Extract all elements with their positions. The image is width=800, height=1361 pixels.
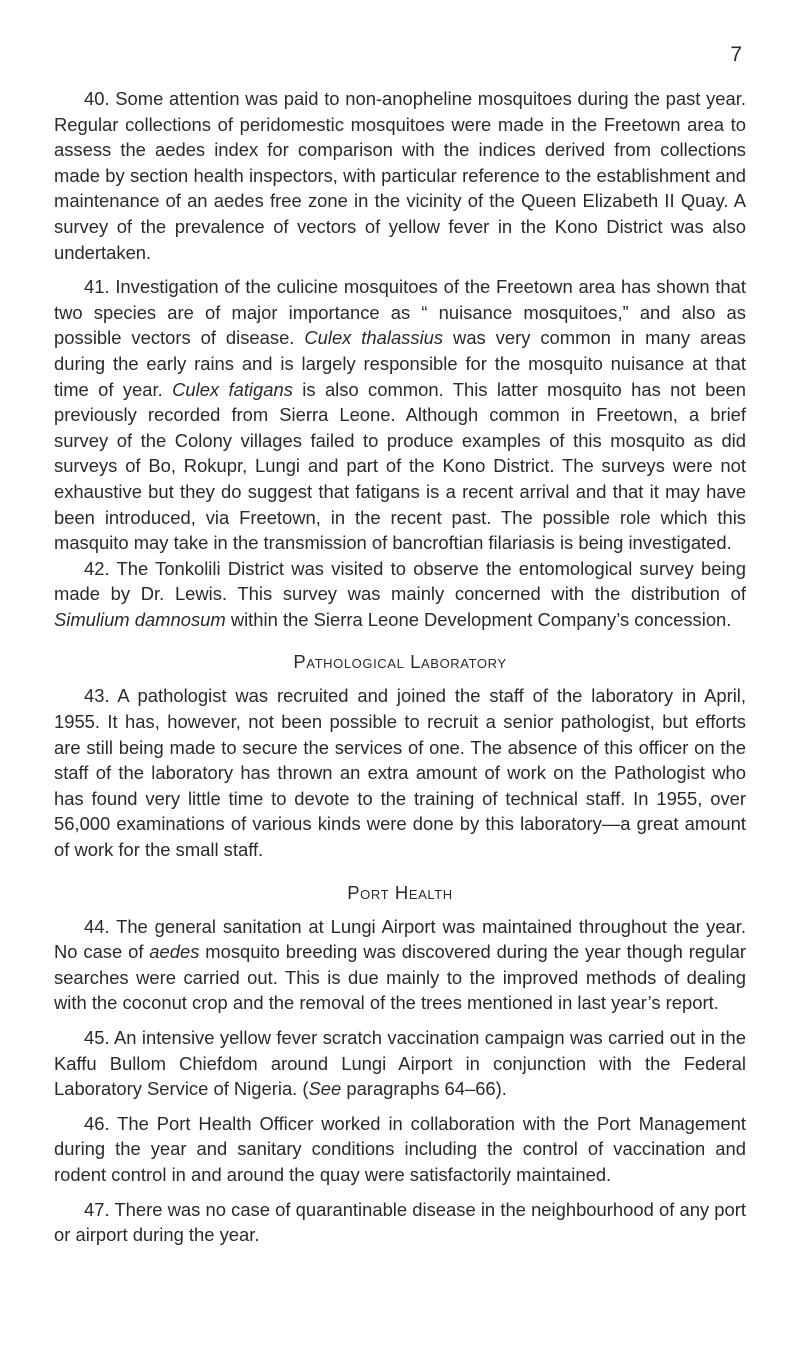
paragraph-45-text-a: 45. An intensive yellow fever scratch vaccination campaign was carried out in the Kaffu Bullom Chiefdom around Lungi Airport in conjunction with the Federal Laboratory Service of Nigeria. (: [54, 1027, 746, 1100]
paragraph-42-text-a: 42. The Tonkolili District was visited to observe the entomological survey being made by Dr. Lewis. This survey was mainly concerned with the distribution of: [54, 557, 746, 605]
species-simulium-damnosum: Simulium damnosum: [54, 608, 226, 630]
paragraph-40: 40. Some attention was paid to non-anopheline mosquitoes during the past year. Regular collections of peridomestic mosquitoes were made in the Freetown area to assess the aedes index for comparison with the indices derived from collections made by section health inspectors, with particular reference to the establishment and maintenance of an aedes free zone in the vicinity of the Queen Elizabeth II Quay. A survey of the prevalence of vectors of yellow fever in the Kono District was also undertaken.: [54, 88, 746, 263]
paragraph-42: [54, 556, 746, 633]
body-text: [54, 86, 746, 1248]
paragraph-47: 47. There was no case of quarantinable disease in the neighbourhood of any port or airport during the year.: [54, 1198, 746, 1246]
paragraph-43: 43. A pathologist was recruited and joined the staff of the laboratory in April, 1955. It has, however, not been possible to recruit a senior pathologist, but efforts are still being made to secure the services of one. The absence of this officer on the staff of the laboratory has thrown an extra amount of work on the Pathologist who has found very little time to devote to the training of technical staff. In 1955, over 56,000 examinations of various kinds were done by this laboratory—a great amount of work for the small staff.: [54, 685, 746, 861]
paragraph-44-text-b: mosquito breeding was discovered during the year though regular searches were carried out. This is due mainly to the improved methods of dealing with the coconut crop and the removal of the trees mentioned in last year’s report.: [54, 941, 746, 1014]
paragraph-41: [54, 274, 746, 556]
species-culex-thalassius: Culex thalassius: [304, 327, 444, 349]
section-heading-port-health: Port Health: [347, 881, 453, 903]
page-number: 7: [730, 43, 742, 66]
paragraph-41-text-c: is also common. This latter mosquito has not been previously recorded from Sierra Leone. Although common in Freetown, a brief survey of the Colony villages failed to produce examples of this mosquito as did surveys of Bo, Rokupr, Lungi and part of the Kono District. The surveys were not exhaustive but they do suggest that fatigans is a recent arrival and that it may have been introduced, via Freetown, in the recent past. The possible role which this masquito may take in the transmission of bancroftian filariasis is being investigated.: [54, 378, 746, 554]
see-reference: See: [308, 1078, 342, 1100]
paragraph-44: [54, 914, 746, 1016]
paragraph-45: [54, 1025, 746, 1102]
species-culex-fatigans: Culex fatigans: [172, 378, 293, 400]
paragraph-45-text-b: paragraphs 64–66).: [341, 1078, 507, 1100]
paragraph-44-text-a: 44. The general sanitation at Lungi Airport was maintained throughout the year. No case of: [54, 915, 746, 963]
paragraph-41-text-a: 41. Investigation of the culicine mosquitoes of the Freetown area has shown that two species are of major importance as “ nuisance mosquitoes,” and also as possible vectors of disease.: [54, 276, 746, 349]
paragraph-41-text-b: was very common in many areas during the early rains and is largely responsible for the mosquito nuisance at that time of year.: [54, 327, 746, 400]
paragraph-46: 46. The Port Health Officer worked in collaboration with the Port Management during the year and sanitary conditions including the control of vaccination and rodent control in and around the quay were satisfactorily maintained.: [54, 1112, 746, 1185]
section-heading-pathological-laboratory: Pathological Laboratory: [293, 651, 507, 673]
term-aedes: aedes: [149, 941, 200, 963]
paragraph-42-text-b: within the Sierra Leone Development Company’s concession.: [225, 608, 732, 630]
